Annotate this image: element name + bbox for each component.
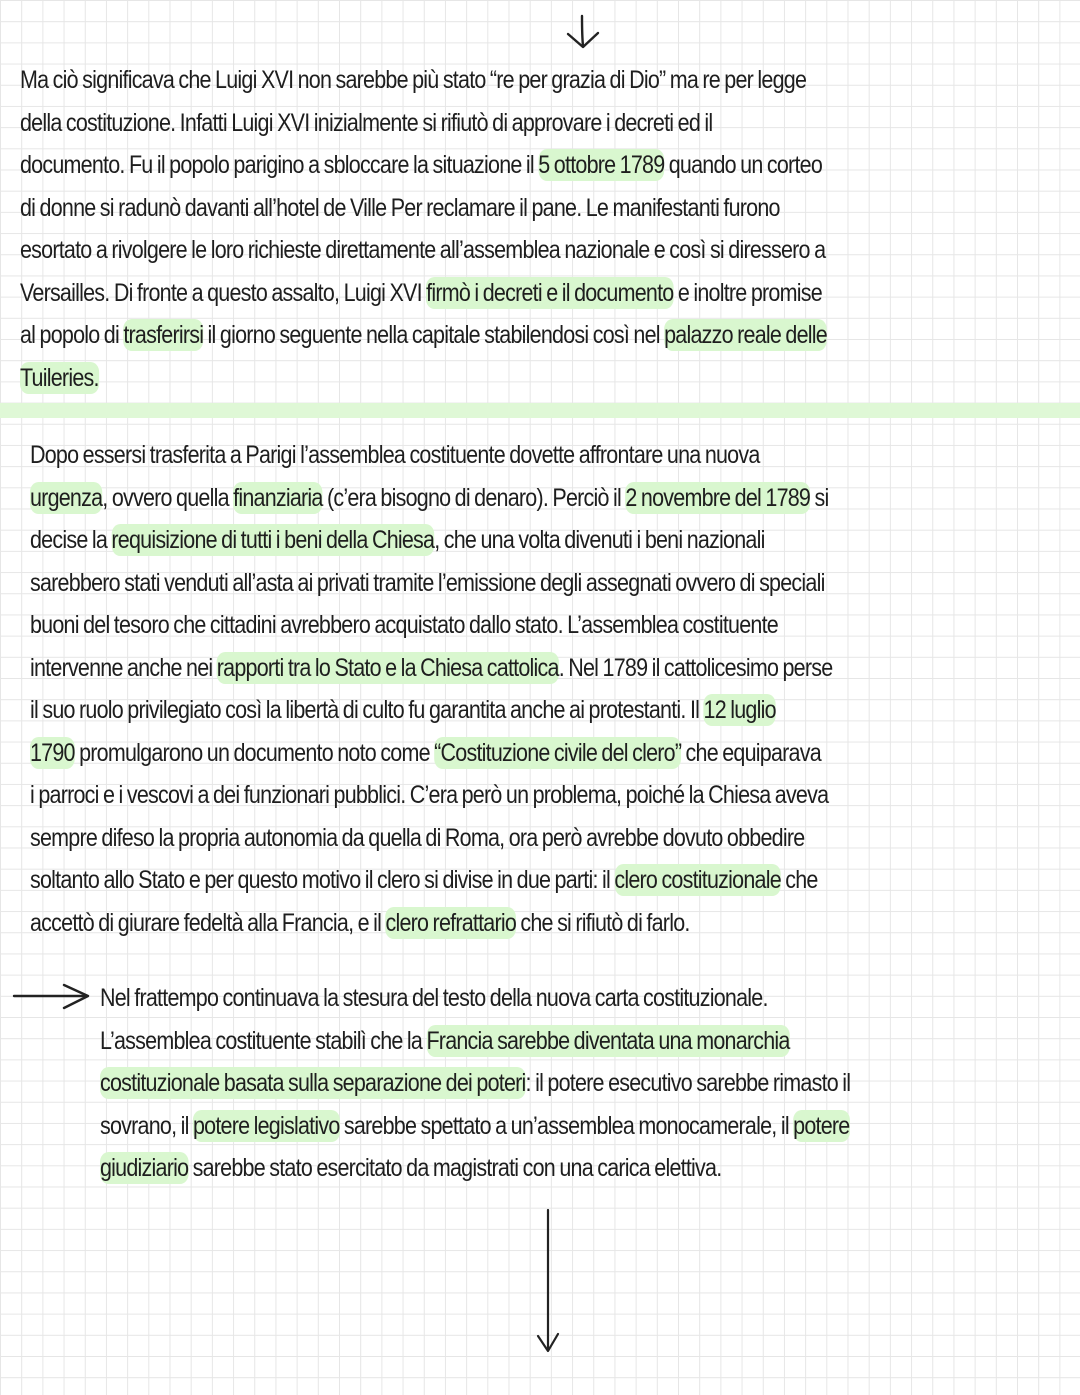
highlighted-text: costituzionale basata sulla separazione dei poteri	[100, 1069, 526, 1097]
text-segment: al popolo di	[20, 321, 124, 349]
highlighted-text: requisizione di tutti i beni della Chiesa	[111, 526, 435, 554]
text-line	[20, 144, 827, 187]
text-segment: Nel frattempo continuava la stesura del testo della nuova carta costituzionale.	[100, 984, 768, 1012]
text-segment: sarebbe spettato a un’assemblea monocamerale, il	[339, 1111, 794, 1140]
highlighted-text: “Costituzione civile del clero”	[434, 738, 682, 767]
text-segment: di donne si radunò davanti all’hotel de Ville Per reclamare il pane. Le manifestanti furono	[20, 193, 780, 222]
highlighted-text: urgenza	[30, 483, 103, 512]
text-line	[100, 977, 850, 1020]
text-line	[20, 59, 827, 102]
text-segment: Versailles. Di fronte a questo assalto, Luigi XVI	[20, 278, 427, 307]
highlighted-text: Francia sarebbe diventata una monarchia	[426, 1026, 790, 1055]
highlighted-text: 2 novembre del 1789	[625, 483, 811, 512]
text-line	[100, 1020, 850, 1063]
arrow-down-icon	[560, 14, 606, 50]
highlighted-text: 5 ottobre 1789	[538, 151, 665, 179]
text-segment: , che una volta divenuti i beni nazionali	[434, 526, 765, 554]
highlighted-text: potere legislativo	[192, 1111, 340, 1140]
highlighted-text: rapporti tra lo Stato e la Chiesa cattolica	[216, 653, 559, 682]
text-line	[30, 689, 832, 732]
text-segment: quando un corteo	[664, 151, 823, 179]
text-segment: che equiparava	[681, 738, 821, 767]
highlighted-text: finanziaria	[233, 483, 323, 512]
paragraph-2	[30, 434, 832, 944]
highlighted-text: Tuileries.	[20, 363, 99, 392]
text-segment: L’assemblea costituente stabilì che la	[100, 1026, 427, 1055]
text-segment: intervenne anche nei	[30, 653, 217, 682]
arrow-right-icon	[12, 982, 92, 1012]
highlighted-text: clero costituzionale	[614, 866, 781, 894]
highlighted-text: potere	[793, 1111, 850, 1140]
text-segment: si	[810, 483, 829, 512]
text-segment: sovrano, il	[100, 1111, 193, 1140]
text-segment: il giorno seguente nella capitale stabilendosi così nel	[203, 321, 665, 349]
text-line	[100, 1105, 850, 1148]
highlighted-text: trasferirsi	[123, 321, 204, 349]
section-divider	[0, 403, 1080, 418]
text-segment: che	[780, 866, 818, 894]
highlighted-text: giudiziario	[100, 1154, 189, 1182]
text-segment: i parroci e i vescovi a dei funzionari pubblici. C’era però un problema, poiché la Chiesa aveva	[30, 781, 829, 809]
text-segment: promulgarono un documento noto come	[74, 738, 435, 767]
text-segment: (c’era bisogno di denaro). Perciò il	[322, 483, 626, 512]
text-segment: sarebbero stati venduti all’asta ai privati tramite l’emissione degli assegnati ovvero di speciali	[30, 568, 825, 597]
text-line	[20, 357, 827, 400]
text-segment: sempre difeso la propria autonomia da quella di Roma, ora però avrebbe dovuto obbedire	[30, 823, 805, 852]
text-line	[100, 1147, 850, 1190]
text-line	[20, 229, 827, 272]
text-segment: Dopo essersi trasferita a Parigi l’assemblea costituente dovette affrontare una nuova	[30, 441, 760, 469]
text-segment: soltanto allo Stato e per questo motivo il clero si divise in due parti: il	[30, 866, 615, 894]
text-line	[30, 859, 832, 902]
highlighted-text: palazzo reale delle	[664, 321, 827, 349]
text-segment: il suo ruolo privilegiato così la libertà di culto fu garantita anche ai protestanti. Il	[30, 696, 704, 724]
text-line	[20, 314, 827, 357]
text-line	[20, 187, 827, 230]
text-segment: esortato a rivolgere le loro richieste direttamente all’assemblea nazionale e così si diressero a	[20, 236, 826, 264]
text-segment: , ovvero quella	[102, 483, 234, 512]
text-line	[30, 817, 832, 860]
paragraph-1	[20, 59, 827, 399]
text-line	[30, 604, 832, 647]
text-line	[30, 519, 832, 562]
text-segment: Ma ciò significava che Luigi XVI non sarebbe più stato “re per grazia di Dio” ma re per legge	[20, 66, 807, 94]
text-segment: e inoltre promise	[673, 278, 822, 307]
text-segment: : il potere esecutivo sarebbe rimasto il	[525, 1069, 851, 1097]
text-line	[30, 647, 832, 690]
text-segment: decise la	[30, 526, 112, 554]
text-line	[30, 477, 832, 520]
text-segment: documento. Fu il popolo parigino a sbloccare la situazione il	[20, 151, 539, 179]
text-line	[30, 902, 832, 945]
text-segment: . Nel 1789 il cattolicesimo perse	[558, 653, 833, 682]
text-segment: accettò di giurare fedeltà alla Francia, e il	[30, 908, 386, 937]
text-line	[30, 774, 832, 817]
highlighted-text: 12 luglio	[703, 696, 776, 724]
highlighted-text: 1790	[30, 738, 75, 767]
text-line	[20, 102, 827, 145]
text-line	[30, 434, 832, 477]
paragraph-3	[100, 977, 850, 1190]
text-segment: della costituzione. Infatti Luigi XVI inizialmente si rifiutò di approvare i decreti ed il	[20, 108, 713, 137]
long-arrow-down-icon	[530, 1208, 570, 1358]
text-segment: che si rifiutò di farlo.	[516, 908, 690, 937]
highlighted-text: clero refrattario	[385, 908, 517, 937]
text-segment: sarebbe stato esercitato da magistrati con una carica elettiva.	[188, 1154, 722, 1182]
text-segment: buoni del tesoro che cittadini avrebbero acquistato dallo stato. L’assemblea costituente	[30, 611, 778, 639]
text-line	[30, 732, 832, 775]
text-line	[20, 272, 827, 315]
text-line	[100, 1062, 850, 1105]
text-line	[30, 562, 832, 605]
highlighted-text: firmò i decreti e il documento	[426, 278, 674, 307]
